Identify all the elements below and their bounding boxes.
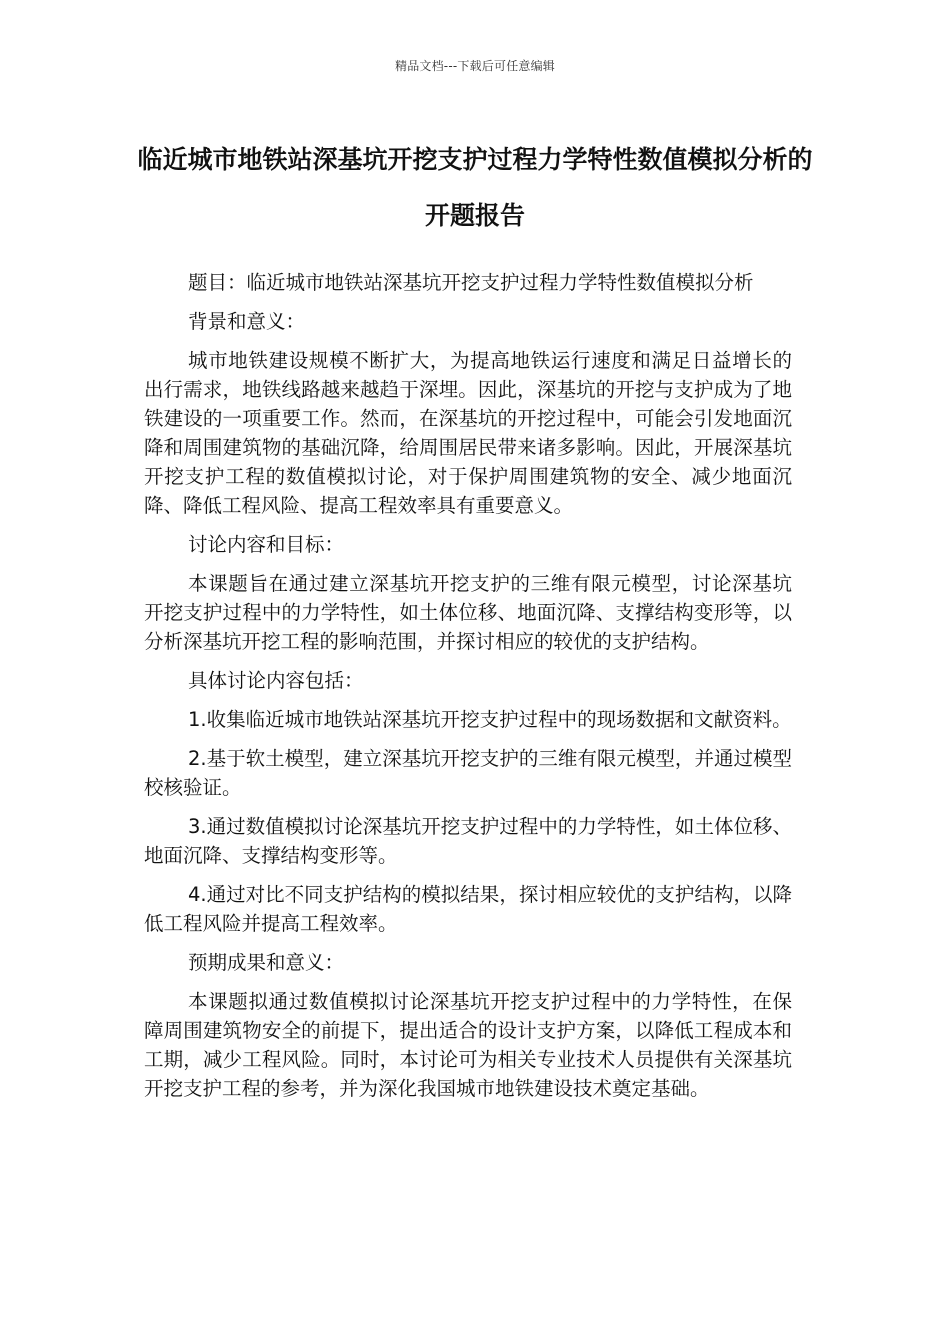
list-item-2: 2.基于软土模型，建立深基坑开挖支护的三维有限元模型，并通过模型校核验证。 [144, 747, 792, 799]
topic-line: 题目：临近城市地铁站深基坑开挖支护过程力学特性数值模拟分析 [188, 271, 754, 294]
expected-paragraph: 本课题拟通过数值模拟讨论深基坑开挖支护过程中的力学特性，在保障周围建筑物安全的前提下，提出适合的设计支护方案，以降低工程成本和工期，减少工程风险。同时，本讨论可为相关专业技术人员提供有关深基坑开挖支护工程的参考，并为深化我国城市地铁建设技术奠定基础。 [144, 990, 792, 1100]
document-body [144, 268, 792, 1113]
header-note: 精品文档---下载后可任意编辑 [395, 59, 555, 73]
specific-label: 具体讨论内容包括： [188, 669, 364, 692]
list-item-1: 1.收集临近城市地铁站深基坑开挖支护过程中的现场数据和文献资料。 [188, 708, 792, 731]
list-item-4: 4.通过对比不同支护结构的模拟结果，探讨相应较优的支护结构，以降低工程风险并提高工程效率。 [144, 883, 792, 935]
list-item-3: 3.通过数值模拟讨论深基坑开挖支护过程中的力学特性，如土体位移、地面沉降、支撑结构变形等。 [144, 815, 792, 867]
content-paragraph: 本课题旨在通过建立深基坑开挖支护的三维有限元模型，讨论深基坑开挖支护过程中的力学特性，如土体位移、地面沉降、支撑结构变形等，以分析深基坑开挖工程的影响范围，并探讨相应的较优的支护结构。 [144, 572, 792, 653]
background-label: 背景和意义： [188, 310, 306, 333]
expected-label: 预期成果和意义： [188, 951, 345, 974]
background-paragraph: 城市地铁建设规模不断扩大，为提高地铁运行速度和满足日益增长的出行需求，地铁线路越来越趋于深埋。因此，深基坑的开挖与支护成为了地铁建设的一项重要工作。然而，在深基坑的开挖过程中，可能会引发地面沉降和周围建筑物的基础沉降，给周围居民带来诸多影响。因此，开展深基坑开挖支护工程的数值模拟讨论，对于保护周围建筑物的安全、减少地面沉降、降低工程风险、提高工程效率具有重要意义。 [144, 349, 792, 517]
document-title: 临近城市地铁站深基坑开挖支护过程力学特性数值模拟分析的开题报告 [137, 145, 813, 230]
content-label: 讨论内容和目标： [188, 533, 345, 556]
